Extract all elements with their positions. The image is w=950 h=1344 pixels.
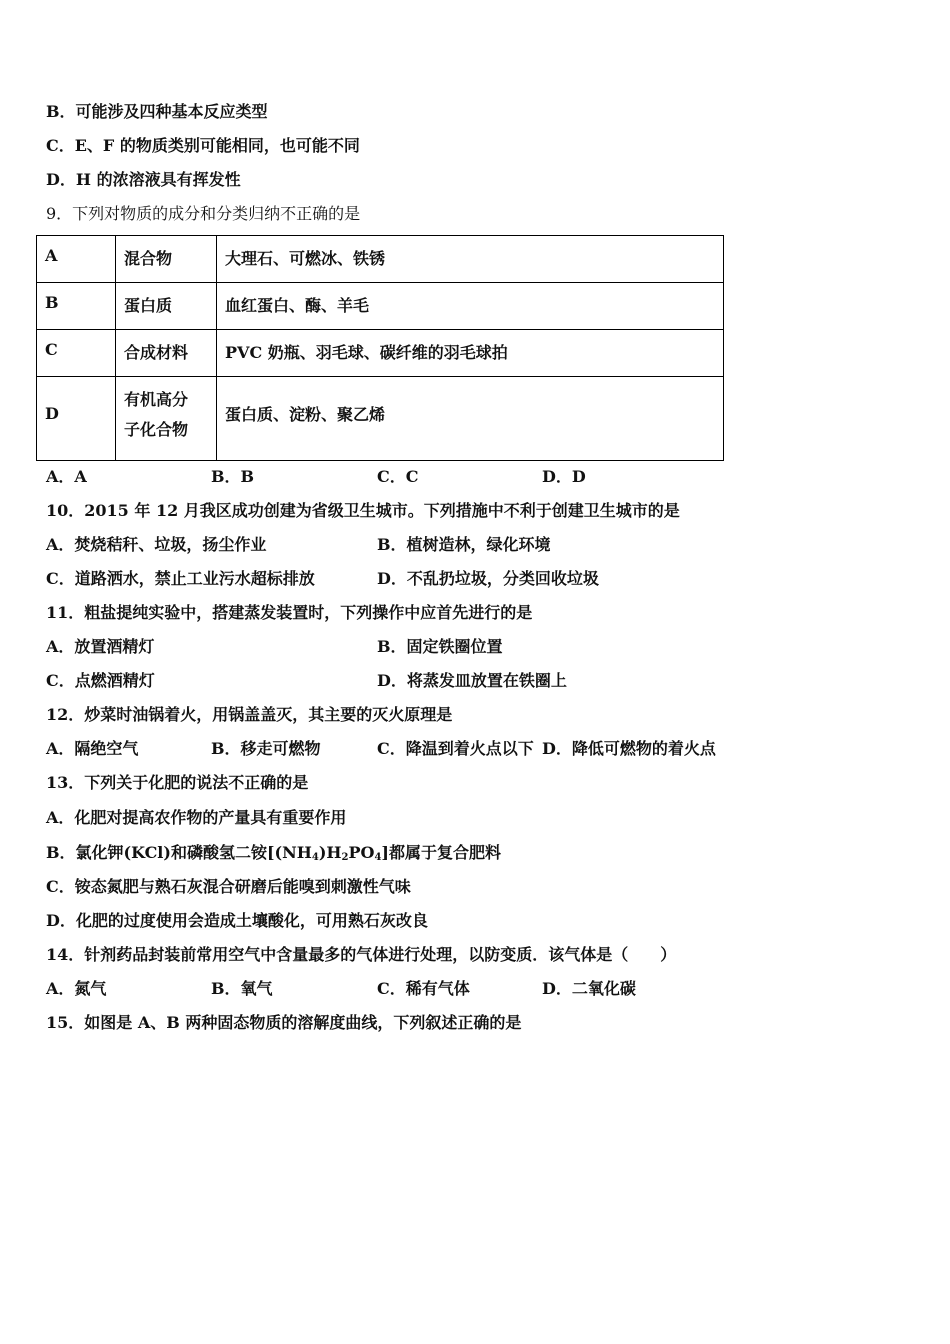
q9-option-a: A．A — [46, 467, 87, 486]
row-category: 合成材料 — [116, 330, 217, 377]
row-items: 大理石、可燃冰、铁锈 — [217, 236, 724, 283]
row-category-line2: 子化合物 — [124, 420, 189, 439]
q13-b-sub: 4 — [374, 852, 382, 863]
q11-option-d: D．将蒸发皿放置在铁圈上 — [377, 671, 567, 690]
q13-b-text: )H — [318, 843, 342, 862]
q15-stem: 15．如图是 A、B 两种固态物质的溶解度曲线，下列叙述正确的是 — [46, 1013, 522, 1032]
row-category: 蛋白质 — [116, 283, 217, 330]
q13-b-text: PO — [348, 843, 375, 862]
q9-stem: 9．下列对物质的成分和分类归纳不正确的是 — [46, 204, 361, 223]
q11-option-a: A．放置酒精灯 — [46, 637, 155, 656]
table-row — [37, 236, 724, 283]
q10-option-b: B．植树造林，绿化环境 — [377, 535, 551, 554]
q14-option-c: C．稀有气体 — [377, 979, 470, 998]
q10-option-c: C．道路洒水，禁止工业污水超标排放 — [46, 569, 315, 588]
row-category-line1: 有机高分 — [124, 390, 189, 409]
q13-option-b — [46, 843, 501, 863]
q10-option-a: A．焚烧秸秆、垃圾，扬尘作业 — [46, 535, 267, 554]
q10-stem: 10．2015 年 12 月我区成功创建为省级卫生城市。下列措施中不利于创建卫生城市的是 — [46, 501, 680, 520]
row-items: 血红蛋白、酶、羊毛 — [217, 283, 724, 330]
q14-option-d: D．二氧化碳 — [542, 979, 636, 998]
q9-option-b: B．B — [211, 467, 255, 486]
q14-option-a: A．氮气 — [46, 979, 107, 998]
q13-b-sub: 2 — [341, 852, 349, 863]
q10-option-d: D．不乱扔垃圾，分类回收垃圾 — [377, 569, 599, 588]
q9-table — [36, 235, 724, 461]
table-row — [37, 283, 724, 330]
q13-b-text: ]都属于复合肥料 — [381, 843, 501, 862]
q14-option-b: B．氧气 — [211, 979, 273, 998]
row-key: D — [37, 377, 116, 461]
q13-option-d: D．化肥的过度使用会造成土壤酸化，可用熟石灰改良 — [46, 911, 428, 930]
q13-b-sub: 4 — [311, 852, 319, 863]
row-category — [116, 377, 217, 461]
q8-option-d: D．H 的浓溶液具有挥发性 — [46, 170, 241, 189]
row-category: 混合物 — [116, 236, 217, 283]
q13-option-a: A．化肥对提高农作物的产量具有重要作用 — [46, 808, 347, 827]
q8-option-b: B．可能涉及四种基本反应类型 — [46, 102, 268, 121]
table-row — [37, 377, 724, 461]
q12-stem: 12．炒菜时油锅着火，用锅盖盖灭，其主要的灭火原理是 — [46, 705, 453, 724]
q9-option-d: D．D — [542, 467, 586, 486]
q11-stem: 11．粗盐提纯实验中，搭建蒸发装置时，下列操作中应首先进行的是 — [46, 603, 533, 622]
table-row — [37, 330, 724, 377]
row-key: C — [37, 330, 116, 377]
q11-option-b: B．固定铁圈位置 — [377, 637, 503, 656]
row-items: PVC 奶瓶、羽毛球、碳纤维的羽毛球拍 — [217, 330, 724, 377]
q8-option-c: C．E、F 的物质类别可能相同，也可能不同 — [46, 136, 360, 155]
q11-option-c: C．点燃酒精灯 — [46, 671, 155, 690]
q13-stem: 13．下列关于化肥的说法不正确的是 — [46, 773, 309, 792]
q13-option-c: C．铵态氮肥与熟石灰混合研磨后能嗅到刺激性气味 — [46, 877, 411, 896]
q12-option-c: C．降温到着火点以下 — [377, 739, 534, 758]
q12-option-a: A．隔绝空气 — [46, 739, 139, 758]
q12-option-b: B．移走可燃物 — [211, 739, 321, 758]
row-key: B — [37, 283, 116, 330]
q13-b-text: B．氯化钾(KCl)和磷酸氢二铵[(NH — [46, 843, 312, 862]
row-key: A — [37, 236, 116, 283]
q12-option-d: D．降低可燃物的着火点 — [542, 739, 716, 758]
row-items: 蛋白质、淀粉、聚乙烯 — [217, 377, 724, 461]
q14-stem: 14．针剂药品封装前常用空气中含量最多的气体进行处理，以防变质．该气体是（ ） — [46, 945, 677, 964]
q9-option-c: C．C — [377, 467, 419, 486]
